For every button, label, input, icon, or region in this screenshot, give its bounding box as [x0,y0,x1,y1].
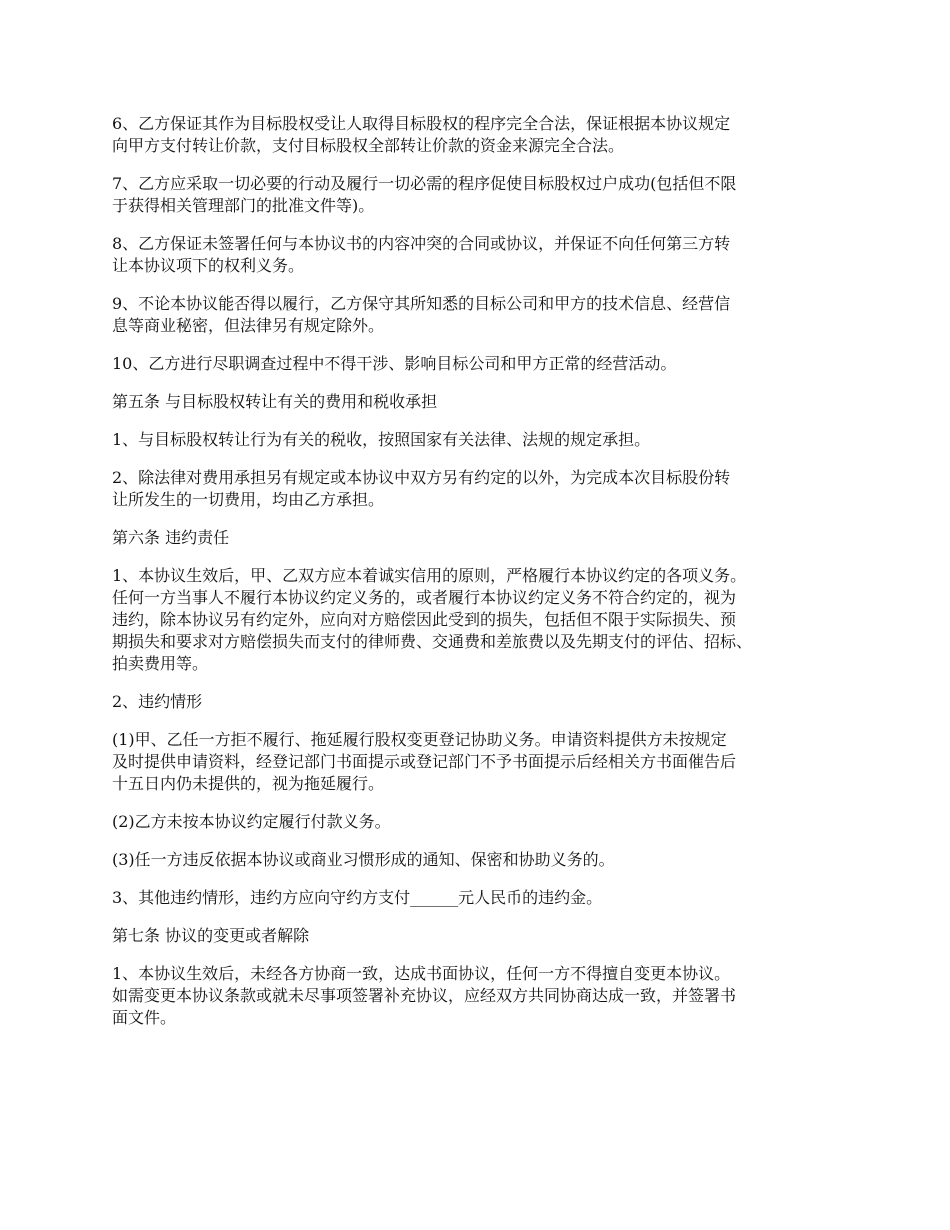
clause-paragraph: (3)任一方违反依据本协议或商业习惯形成的通知、保密和协助义务的。 [112,850,615,869]
clause-paragraph: 8、乙方保证未签署任何与本协议书的内容冲突的合同或协议，并保证不向任何第三方转 让本协议项下的权利义务。 [112,234,731,275]
clause-paragraph: 10、乙方进行尽职调查过程中不得干涉、影响目标公司和甲方正常的经营活动。 [112,354,677,373]
section-heading: 第五条 与目标股权转让有关的费用和税收承担 [112,392,438,411]
clause-paragraph: 2、除法律对费用承担另有规定或本协议中双方另有约定的以外，为完成本次目标股份转 让所发生的一切费用，均由乙方承担。 [112,468,731,509]
document-body [112,113,852,1045]
clause-paragraph: (2)乙方未按本协议约定履行付款义务。 [112,812,391,831]
clause-paragraph: 3、其他违约情形，违约方应向守约方支付______元人民币的违约金。 [112,888,603,907]
clause-paragraph: 6、乙方保证其作为目标股权受让人取得目标股权的程序完全合法，保证根据本协议规定 向甲方支付转让价款，支付目标股权全部转让价款的资金来源完全合法。 [112,114,731,155]
clause-paragraph: 9、不论本协议能否得以履行，乙方保守其所知悉的目标公司和甲方的技术信息、经营信 息等商业秘密，但法律另有规定除外。 [112,294,731,335]
clause-paragraph: (1)甲、乙任一方拒不履行、拖延履行股权变更登记协助义务。申请资料提供方未按规定 及时提供申请资料，经登记部门书面提示或登记部门不予书面提示后经相关方书面催告后 十五日内仍未提供的，视为拖延履行。 [112,730,737,793]
section-heading: 第七条 协议的变更或者解除 [112,926,310,945]
clause-paragraph: 1、与目标股权转让行为有关的税收，按照国家有关法律、法规的规定承担。 [112,430,651,449]
clause-paragraph: 7、乙方应采取一切必要的行动及履行一切必需的程序促使目标股权过户成功(包括但不限 于获得相关管理部门的批准文件等)。 [112,174,737,215]
section-heading: 第六条 违约责任 [112,528,230,547]
clause-paragraph: 2、违约情形 [112,692,203,711]
clause-paragraph: 1、本协议生效后，未经各方协商一致，达成书面协议，任何一方不得擅自变更本协议。 如需变更本协议条款或就未尽事项签署补充协议，应经双方共同协商达成一致，并签署书 面文件。 [112,964,737,1027]
clause-paragraph: 1、本协议生效后，甲、乙双方应本着诚实信用的原则，严格履行本协议约定的各项义务。 任何一方当事人不履行本协议约定义务的，或者履行本协议约定义务不符合约定的，视为 违约，除本协议另有约定外，应向对方赔偿因此受到的损失，包括但不限于实际损失、预 期损失和要求对方赔偿损失而支付的律师费、交通费和差旅费以及先期支付的评估、招标、 拍卖费用等。 [112,566,753,673]
